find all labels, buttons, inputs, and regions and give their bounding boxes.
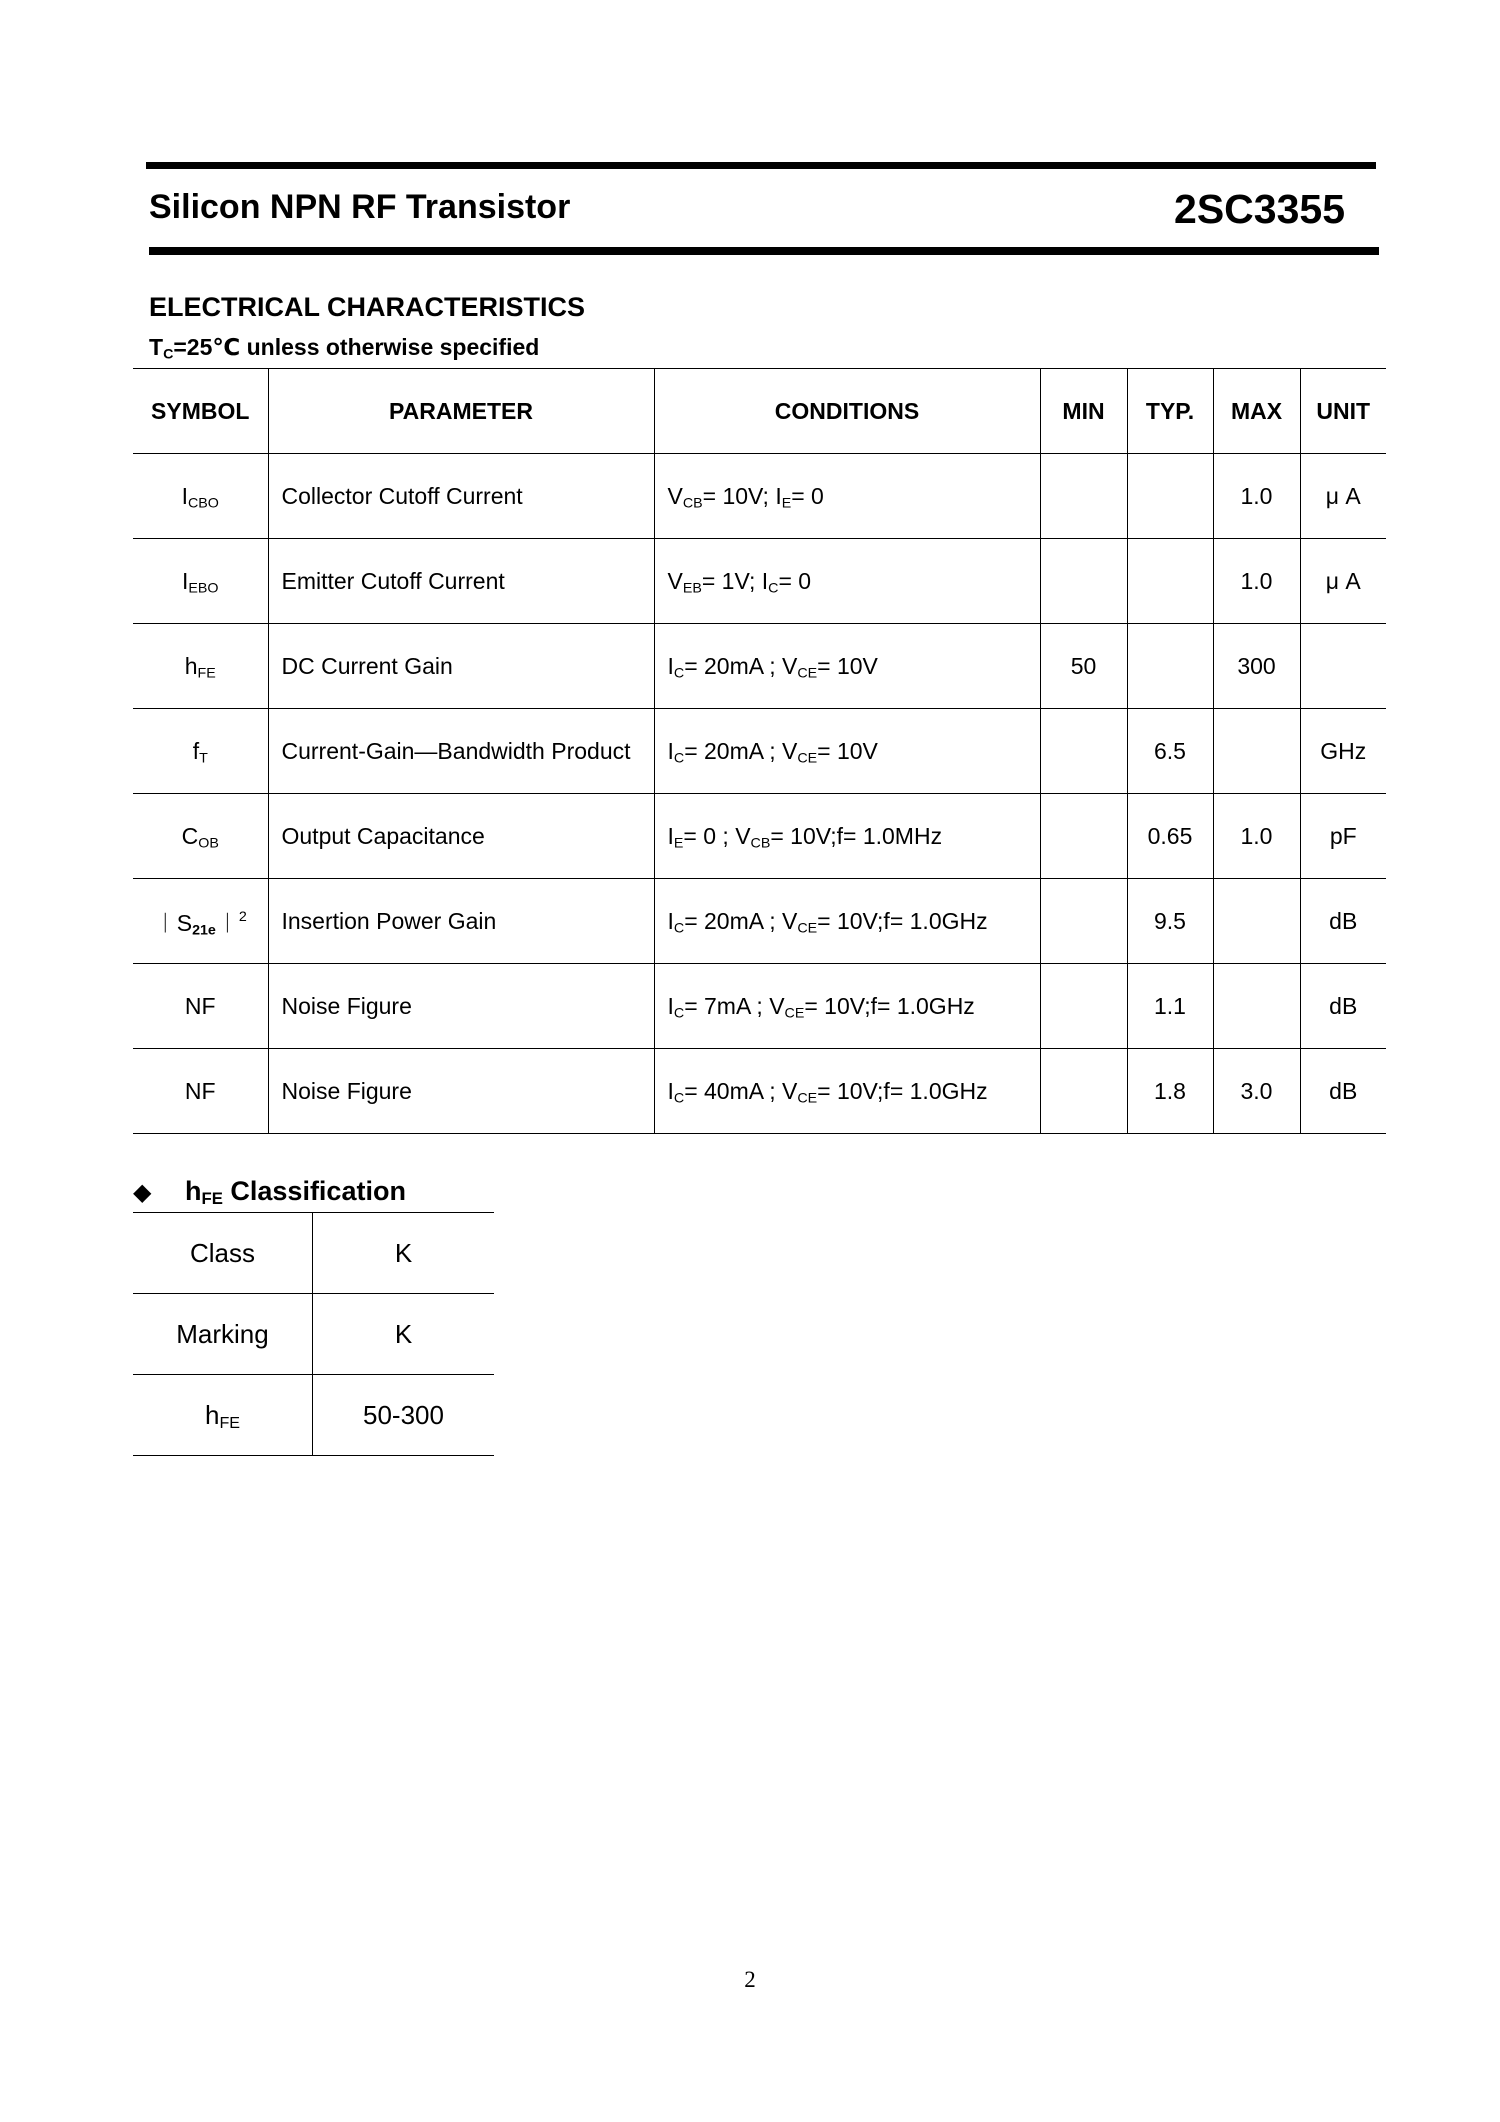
cell-parameter: Noise Figure — [268, 964, 654, 1049]
cell-conditions: $I_C= 20mA$ ; $V_{CE}= 10V$ — [654, 624, 1040, 709]
cell-typ: 0.65 — [1127, 794, 1213, 879]
cell-max — [1213, 879, 1300, 964]
cell-conditions: $I_C= 40mA$ ; $V_{CE}=$ 10V;f= 1.0GHz — [654, 1049, 1040, 1134]
table-row — [133, 624, 1386, 709]
hfe-classification-table — [133, 1212, 494, 1456]
cell-parameter: Output Capacitance — [268, 794, 654, 879]
table-row — [133, 1294, 494, 1375]
cell-unit — [1300, 624, 1386, 709]
cell-symbol: $f_T$ — [133, 709, 268, 794]
cell-symbol: $h_{FE}$ — [133, 624, 268, 709]
cell-parameter: DC Current Gain — [268, 624, 654, 709]
cell-min — [1040, 539, 1127, 624]
section-heading: ELECTRICAL CHARACTERISTICS — [149, 292, 586, 322]
cell-typ — [1127, 454, 1213, 539]
cell-unit: GHz — [1300, 709, 1386, 794]
class-value: K — [313, 1213, 495, 1294]
table-header-row — [133, 369, 1386, 454]
cell-min — [1040, 964, 1127, 1049]
cell-unit: μ A — [1300, 539, 1386, 624]
cell-typ: 9.5 — [1127, 879, 1213, 964]
cell-typ: 6.5 — [1127, 709, 1213, 794]
header-rule-bottom — [149, 247, 1379, 255]
table-row — [133, 709, 1386, 794]
col-header-parameter: PARAMETER — [268, 369, 654, 454]
cell-max — [1213, 709, 1300, 794]
cell-parameter: Current-Gain—Bandwidth Product — [268, 709, 654, 794]
table-row — [133, 454, 1386, 539]
col-header-max: MAX — [1213, 369, 1300, 454]
cell-max: 1.0 — [1213, 794, 1300, 879]
cell-symbol: $C_{OB}$ — [133, 794, 268, 879]
cell-typ — [1127, 539, 1213, 624]
cell-unit: pF — [1300, 794, 1386, 879]
cell-max: 1.0 — [1213, 454, 1300, 539]
cell-typ: 1.1 — [1127, 964, 1213, 1049]
cell-min — [1040, 879, 1127, 964]
col-header-symbol: SYMBOL — [133, 369, 268, 454]
table-row — [133, 1049, 1386, 1134]
hfe-classification-heading: ◆ $h_{FE}$ Classification — [133, 1176, 406, 1209]
cell-unit: μ A — [1300, 454, 1386, 539]
cell-typ — [1127, 624, 1213, 709]
cell-min — [1040, 454, 1127, 539]
class-label: Class — [133, 1213, 313, 1294]
cell-conditions: $I_C= 20mA$ ; $V_{CE}= 10V$ — [654, 709, 1040, 794]
table-row — [133, 1375, 494, 1456]
col-header-conditions: CONDITIONS — [654, 369, 1040, 454]
cell-unit: dB — [1300, 964, 1386, 1049]
cell-max — [1213, 964, 1300, 1049]
document-title: Silicon NPN RF Transistor — [149, 188, 571, 226]
diamond-bullet-icon: ◆ — [133, 1179, 152, 1206]
cell-min — [1040, 1049, 1127, 1134]
col-header-unit: UNIT — [1300, 369, 1386, 454]
cell-parameter: Emitter Cutoff Current — [268, 539, 654, 624]
cell-symbol: NF — [133, 964, 268, 1049]
cell-min — [1040, 709, 1127, 794]
cell-unit: dB — [1300, 1049, 1386, 1134]
test-condition-note: $T_C=25℃$ unless otherwise specified — [149, 334, 540, 363]
cell-max: 3.0 — [1213, 1049, 1300, 1134]
cell-conditions: $V_{CB}= 10V$; $I_E= 0$ — [654, 454, 1040, 539]
table-row — [133, 964, 1386, 1049]
cell-min: 50 — [1040, 624, 1127, 709]
hfe-label: $h_{FE}$ — [133, 1375, 313, 1456]
table-row — [133, 539, 1386, 624]
cell-parameter: Noise Figure — [268, 1049, 654, 1134]
part-number: 2SC3355 — [1174, 186, 1345, 232]
cell-symbol: $I_{CBO}$ — [133, 454, 268, 539]
cell-max: 300 — [1213, 624, 1300, 709]
cell-conditions: $V_{EB}= 1V$; $I_C= 0$ — [654, 539, 1040, 624]
cell-symbol: $︱S_{21e}︱^2$ — [133, 879, 268, 964]
cell-parameter: Insertion Power Gain — [268, 879, 654, 964]
col-header-typ: TYP. — [1127, 369, 1213, 454]
table-row — [133, 1213, 494, 1294]
marking-value: K — [313, 1294, 495, 1375]
col-header-min: MIN — [1040, 369, 1127, 454]
cell-parameter: Collector Cutoff Current — [268, 454, 654, 539]
header-rule-top — [146, 162, 1376, 169]
hfe-range-value: 50-300 — [313, 1375, 495, 1456]
cell-symbol: NF — [133, 1049, 268, 1134]
cell-symbol: $I_{EBO}$ — [133, 539, 268, 624]
cell-conditions: $I_E= 0$ ; $V_{CB}=$ 10V;f= 1.0MHz — [654, 794, 1040, 879]
cell-unit: dB — [1300, 879, 1386, 964]
cell-typ: 1.8 — [1127, 1049, 1213, 1134]
cell-conditions: $I_C= 7mA$ ; $V_{CE}=$ 10V;f= 1.0GHz — [654, 964, 1040, 1049]
cell-min — [1040, 794, 1127, 879]
table-row — [133, 794, 1386, 879]
table-row — [133, 879, 1386, 964]
electrical-characteristics-table — [133, 368, 1386, 1134]
cell-conditions: $I_C= 20mA$ ; $V_{CE}=$ 10V;f= 1.0GHz — [654, 879, 1040, 964]
page-number: 2 — [744, 1967, 756, 1992]
marking-label: Marking — [133, 1294, 313, 1375]
cell-max: 1.0 — [1213, 539, 1300, 624]
